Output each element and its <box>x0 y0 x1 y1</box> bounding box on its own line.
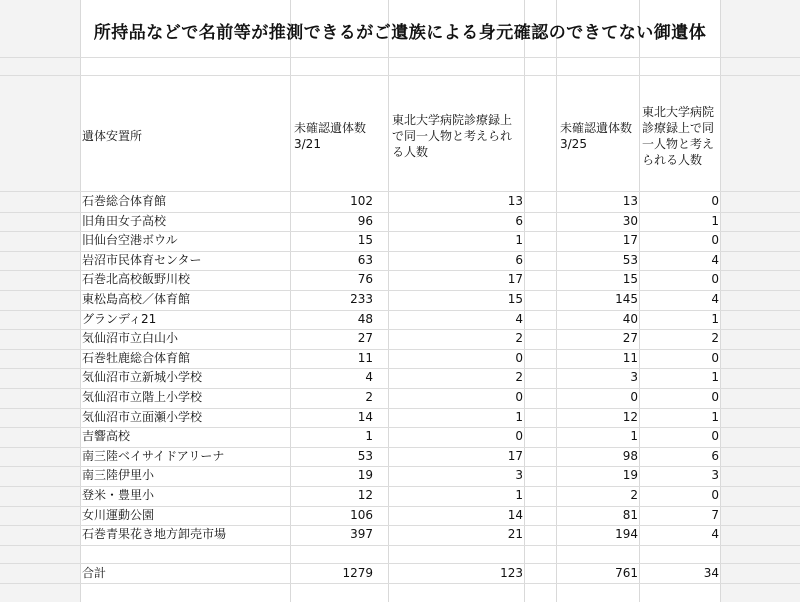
cell-unconfirmed-0325: 17 <box>622 233 638 248</box>
cell-place: 旧仙台空港ボウル <box>82 233 178 248</box>
cell-tohoku-0325: 4 <box>711 527 719 542</box>
cell-tohoku-0321: 2 <box>515 331 523 346</box>
cell-place: 気仙沼市立面瀬小学校 <box>82 409 203 424</box>
table-row <box>0 251 800 271</box>
cell-tohoku-0325: 1 <box>711 213 719 228</box>
grid-hline <box>0 545 800 546</box>
cell-place: 石巻北高校飯野川校 <box>82 272 191 287</box>
total-tohoku-0321: 123 <box>500 566 523 580</box>
cell-unconfirmed-0325: 40 <box>622 311 638 326</box>
cell-tohoku-0321: 17 <box>507 272 523 287</box>
cell-tohoku-0321: 0 <box>515 390 523 404</box>
page-title: 所持品などで名前等が推測できるがご遺族による身元確認のできてない御遺体 <box>93 23 707 43</box>
cell-unconfirmed-0325: 2 <box>630 488 638 502</box>
table-row <box>0 290 800 310</box>
cell-unconfirmed-0321: 63 <box>357 252 373 267</box>
cell-tohoku-0321: 0 <box>515 429 523 444</box>
cell-place: 登米・豊里小 <box>82 488 155 502</box>
cell-place: 女川運動公園 <box>82 507 155 522</box>
cell-tohoku-0321: 15 <box>507 292 523 306</box>
cell-unconfirmed-0321: 11 <box>357 350 373 365</box>
cell-unconfirmed-0325: 30 <box>622 213 638 228</box>
cell-tohoku-0325: 6 <box>711 448 719 463</box>
cell-tohoku-0321: 4 <box>515 311 523 326</box>
cell-tohoku-0321: 3 <box>515 468 523 483</box>
cell-place: 石巻総合体育館 <box>82 194 167 208</box>
cell-place: 気仙沼市立新城小学校 <box>82 370 203 385</box>
cell-unconfirmed-0325: 12 <box>622 409 638 424</box>
cell-unconfirmed-0325: 11 <box>622 350 638 365</box>
cell-tohoku-0325: 1 <box>711 311 719 326</box>
cell-tohoku-0325: 4 <box>711 252 719 267</box>
cell-place: 東松島高校／体育館 <box>82 292 191 306</box>
cell-unconfirmed-0321: 15 <box>357 233 373 248</box>
cell-place: 旧角田女子高校 <box>82 213 167 228</box>
table-row <box>0 231 800 251</box>
cell-place: 石巻牡鹿総合体育館 <box>82 350 191 365</box>
cell-place: 気仙沼市立白山小 <box>82 331 179 346</box>
cell-unconfirmed-0321: 48 <box>357 311 373 326</box>
total-label: 合計 <box>82 566 107 580</box>
cell-unconfirmed-0321: 4 <box>365 370 373 385</box>
cell-unconfirmed-0325: 1 <box>630 429 638 444</box>
cell-place: グランディ21 <box>82 311 157 326</box>
cell-place: 岩沼市民体育センター <box>82 252 202 267</box>
table-row <box>0 349 800 369</box>
cell-unconfirmed-0325: 13 <box>622 194 638 208</box>
cell-tohoku-0321: 1 <box>515 409 523 424</box>
header-unconfirmed-0321: 未確認遺体数3/21 <box>294 121 367 151</box>
cell-place: 吉響高校 <box>82 429 131 444</box>
cell-unconfirmed-0321: 14 <box>357 409 373 424</box>
cell-tohoku-0325: 0 <box>711 488 719 502</box>
table-row <box>0 486 800 506</box>
grid-hline <box>0 57 800 58</box>
cell-tohoku-0321: 6 <box>515 252 523 267</box>
cell-place: 南三陸ベイサイドアリーナ <box>82 448 225 463</box>
table-row <box>0 270 800 290</box>
table-row <box>0 466 800 486</box>
cell-unconfirmed-0321: 12 <box>357 488 373 502</box>
cell-unconfirmed-0321: 106 <box>350 507 373 522</box>
cell-tohoku-0321: 13 <box>507 194 523 208</box>
table-row <box>0 447 800 467</box>
cell-tohoku-0325: 1 <box>711 409 719 424</box>
cell-tohoku-0321: 0 <box>515 350 523 365</box>
table-row <box>0 368 800 388</box>
cell-unconfirmed-0321: 76 <box>357 272 373 287</box>
cell-unconfirmed-0321: 233 <box>350 292 373 306</box>
table-row <box>0 408 800 428</box>
cell-tohoku-0325: 0 <box>711 233 719 248</box>
cell-unconfirmed-0321: 1 <box>365 429 373 444</box>
table-row <box>0 388 800 408</box>
cell-tohoku-0325: 0 <box>711 194 719 208</box>
cell-tohoku-0325: 1 <box>711 370 719 385</box>
table-row <box>0 525 800 545</box>
table-row <box>0 506 800 526</box>
cell-unconfirmed-0321: 27 <box>357 331 373 346</box>
header-unconfirmed-0325: 未確認遺体数3/25 <box>560 121 633 151</box>
cell-unconfirmed-0325: 81 <box>622 507 638 522</box>
cell-tohoku-0325: 0 <box>711 429 719 444</box>
cell-place: 気仙沼市立階上小学校 <box>82 390 203 404</box>
total-unconfirmed-0321: 1279 <box>342 566 373 580</box>
cell-unconfirmed-0325: 3 <box>630 370 638 385</box>
cell-unconfirmed-0321: 53 <box>357 448 373 463</box>
cell-tohoku-0325: 0 <box>711 350 719 365</box>
cell-tohoku-0321: 1 <box>515 233 523 248</box>
header-tohoku-0321: 東北大学病院診療録上で同一人物と考えられる人数 <box>392 113 513 159</box>
cell-unconfirmed-0325: 0 <box>630 390 638 404</box>
table-row <box>0 310 800 330</box>
cell-unconfirmed-0325: 53 <box>622 252 638 267</box>
table-row <box>0 329 800 349</box>
cell-tohoku-0325: 0 <box>711 272 719 287</box>
cell-unconfirmed-0325: 98 <box>622 448 638 463</box>
cell-unconfirmed-0325: 194 <box>615 527 638 542</box>
cell-tohoku-0325: 7 <box>711 507 719 522</box>
cell-tohoku-0325: 4 <box>711 292 719 306</box>
cell-unconfirmed-0321: 397 <box>350 527 373 542</box>
cell-unconfirmed-0321: 102 <box>350 194 373 208</box>
total-tohoku-0325: 34 <box>703 566 719 580</box>
cell-unconfirmed-0325: 15 <box>622 272 638 287</box>
cell-unconfirmed-0321: 19 <box>357 468 373 483</box>
table-row <box>0 212 800 232</box>
cell-tohoku-0325: 3 <box>711 468 719 483</box>
cell-unconfirmed-0325: 27 <box>622 331 638 346</box>
cell-tohoku-0321: 21 <box>507 527 523 542</box>
header-tohoku-0325: 東北大学病院診療録上で同一人物と考えられる人数 <box>642 105 715 167</box>
cell-unconfirmed-0325: 19 <box>622 468 638 483</box>
cell-tohoku-0325: 2 <box>711 331 719 346</box>
cell-tohoku-0321: 17 <box>507 448 523 463</box>
cell-place: 石巻青果花き地方卸売市場 <box>82 527 227 542</box>
cell-tohoku-0321: 14 <box>507 507 523 522</box>
cell-tohoku-0321: 2 <box>515 370 523 385</box>
cell-unconfirmed-0321: 96 <box>357 213 373 228</box>
cell-place: 南三陸伊里小 <box>82 468 155 483</box>
cell-tohoku-0321: 1 <box>515 488 523 502</box>
header-place: 遺体安置所 <box>82 129 143 143</box>
grid-hline <box>0 75 800 76</box>
table-row <box>0 192 800 212</box>
cell-unconfirmed-0325: 145 <box>615 292 638 306</box>
cell-unconfirmed-0321: 2 <box>365 390 373 404</box>
total-row <box>0 564 800 584</box>
cell-tohoku-0321: 6 <box>515 213 523 228</box>
table-row <box>0 427 800 447</box>
total-unconfirmed-0325: 761 <box>615 566 638 580</box>
cell-tohoku-0325: 0 <box>711 390 719 404</box>
